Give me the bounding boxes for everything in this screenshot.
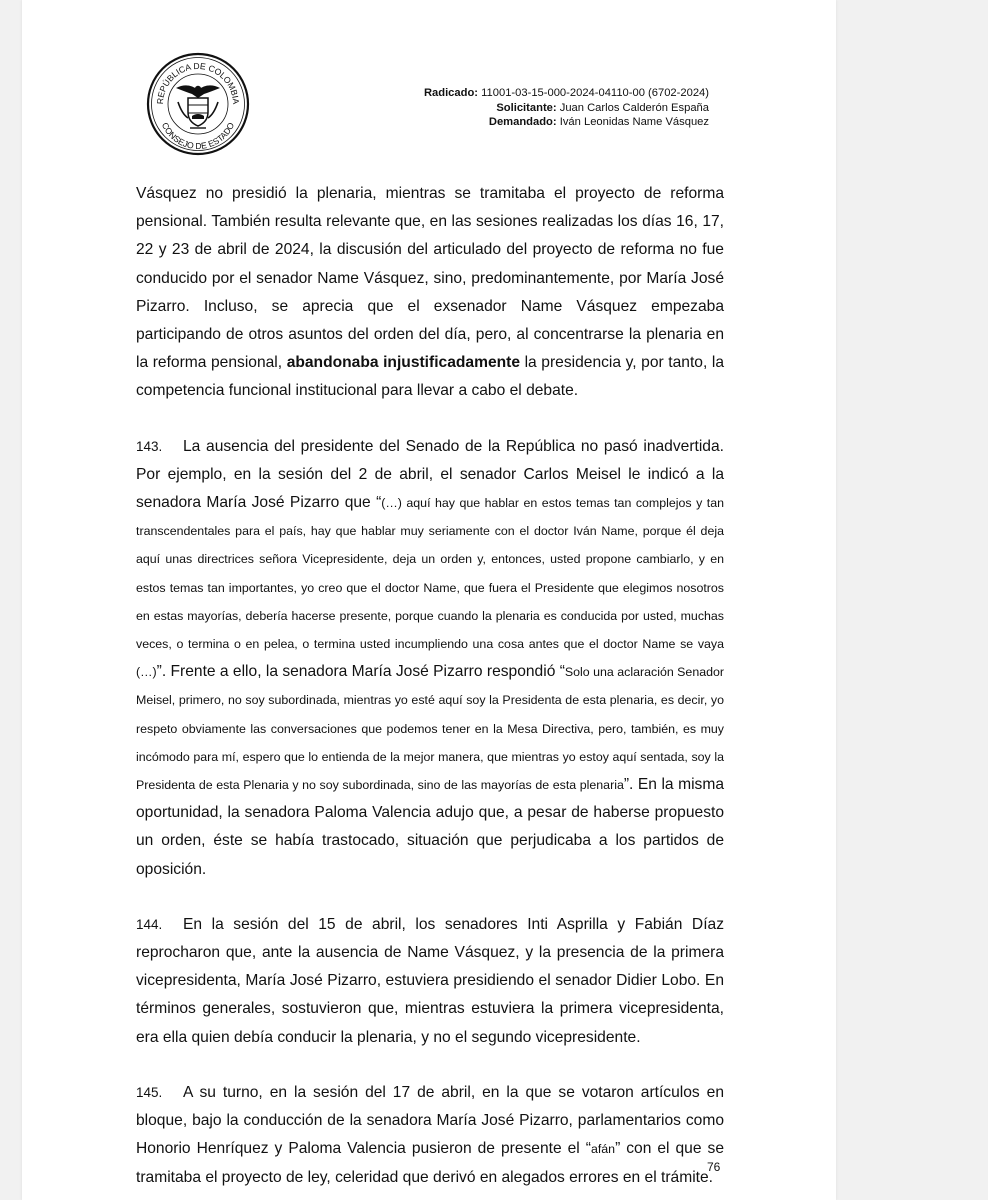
solicitante-line [424,101,709,116]
seal-top-text: REPÚBLICA DE COLOMBIA [154,60,242,105]
radicado-value: 11001-03-15-000-2024-04110-00 (6702-2024) [478,87,709,99]
paragraph-text: ”. En la misma oportunidad, la senadora Paloma Valencia adujo que, a pesar de haberse propuesto un orden, éste se había trastocado, situación que perjudicaba a los partidos de oposición. [136,776,724,878]
paragraph-text: ”. Frente a ello, la senadora María José Pizarro respondió “ [156,663,565,681]
page-number: 76 [707,1160,721,1174]
document-header [424,86,709,130]
paragraph-143 [136,433,724,884]
document-page [22,0,836,1200]
paragraph-text: ” con el que se tramitaba el proyecto de ley, celeridad que derivó en alegados errores en el trámite. [136,1140,724,1186]
demandado-value: Iván Leonidas Name Vásquez [556,116,709,129]
radicado-label: Radicado: [423,87,479,99]
seal-bottom-text: CONSEJO DE ESTADO [159,120,237,152]
paragraph-144 [136,911,724,1052]
paragraph-number: 145. [136,1084,163,1100]
quote-pizarro: Solo una aclaración Senador Meisel, primero, no soy subordinada, mientras yo esté aquí soy la Presidenta de esta plenaria, es decir, yo respeto obviamente las conversaciones que podemos tener en la Mesa Directiva, pero, también, es muy incómodo para mí, espero que lo entienda de la mejor manera, que mientras yo estoy aquí sentada, soy la Presidenta de esta Plenaria y no soy subordinada, sino de las mayorías de esta plenaria [136,665,725,793]
paragraph-number: 143. [136,438,163,454]
paragraph-text: En la sesión del 15 de abril, los senadores Inti Asprilla y Fabián Díaz reprocharon que, ante la ausencia de Name Vásquez, y la presencia de la primera vicepresidenta, María José Pizarro, estuviera presidiendo el senador Didier Lobo. En términos generales, sostuvieron que, mientras estuviera la primera vicepresidenta, era ella quien debía conducir la plenaria, y no el segundo vicepresidente. [136,915,724,1046]
quote-afan: afán [590,1142,616,1157]
radicado-line [424,86,709,101]
paragraph-text: A su turno, en la sesión del 17 de abril, en la que se votaron artículos en bloque, bajo la conducción de la senadora María José Pizarro, parlamentarios como Honorio Henríquez y Paloma Valencia pusieron de presente el “ [136,1083,724,1158]
consejo-de-estado-seal-icon [146,52,250,156]
demandado-line [424,115,709,130]
intro-bold-text: abandonaba injustificadamente [286,354,521,372]
paragraph-number: 144. [136,916,163,932]
intro-paragraph [136,180,724,406]
solicitante-label: Solicitante: [496,101,557,114]
solicitante-value: Juan Carlos Calderón España [556,101,709,114]
intro-text-end: la presidencia y, por tanto, la competencia funcional institucional para llevar a cabo el debate. [136,354,725,400]
quote-meisel: (…) aquí hay que hablar en estos temas tan complejos y tan transcendentales para el país, hay que hablar muy seriamente con el doctor Iván Name, porque él deja aquí unas directrices señora Vicepresidente, deja un orden y, entonces, usted propone cambiarlo, y en estos temas tan importantes, yo creo que el doctor Name, que fuera el Presidente que elegimos nosotros en estas mayorías, debería hacerse presente, porque cuando la plenaria es conducida por usted, muchas veces, o termina o en pelea, o termina usted incumpliendo una cosa antes que el doctor Name se vaya (…) [136,496,724,680]
demandado-label: Demandado: [488,116,557,129]
paragraph-text: La ausencia del presidente del Senado de la República no pasó inadvertida. Por ejemplo, en la sesión del 2 de abril, el senador Carlos Meisel le indicó a la senadora María José Pizarro que “ [136,437,724,512]
document-body [136,180,724,1192]
intro-text: Vásquez no presidió la plenaria, mientras se tramitaba el proyecto de reforma pensional. También resulta relevante que, en las sesiones realizadas los días 16, 17, 22 y 23 de abril de 2024, la discusión del articulado del proyecto de reforma no fue conducido por el senador Name Vásquez, sino, predominantemente, por María José Pizarro. Incluso, se aprecia que el exsenador Name Vásquez empezaba participando de otros asuntos del orden del día, pero, al concentrarse la plenaria en la reforma pensional, [136,185,724,372]
paragraph-145 [136,1079,724,1192]
